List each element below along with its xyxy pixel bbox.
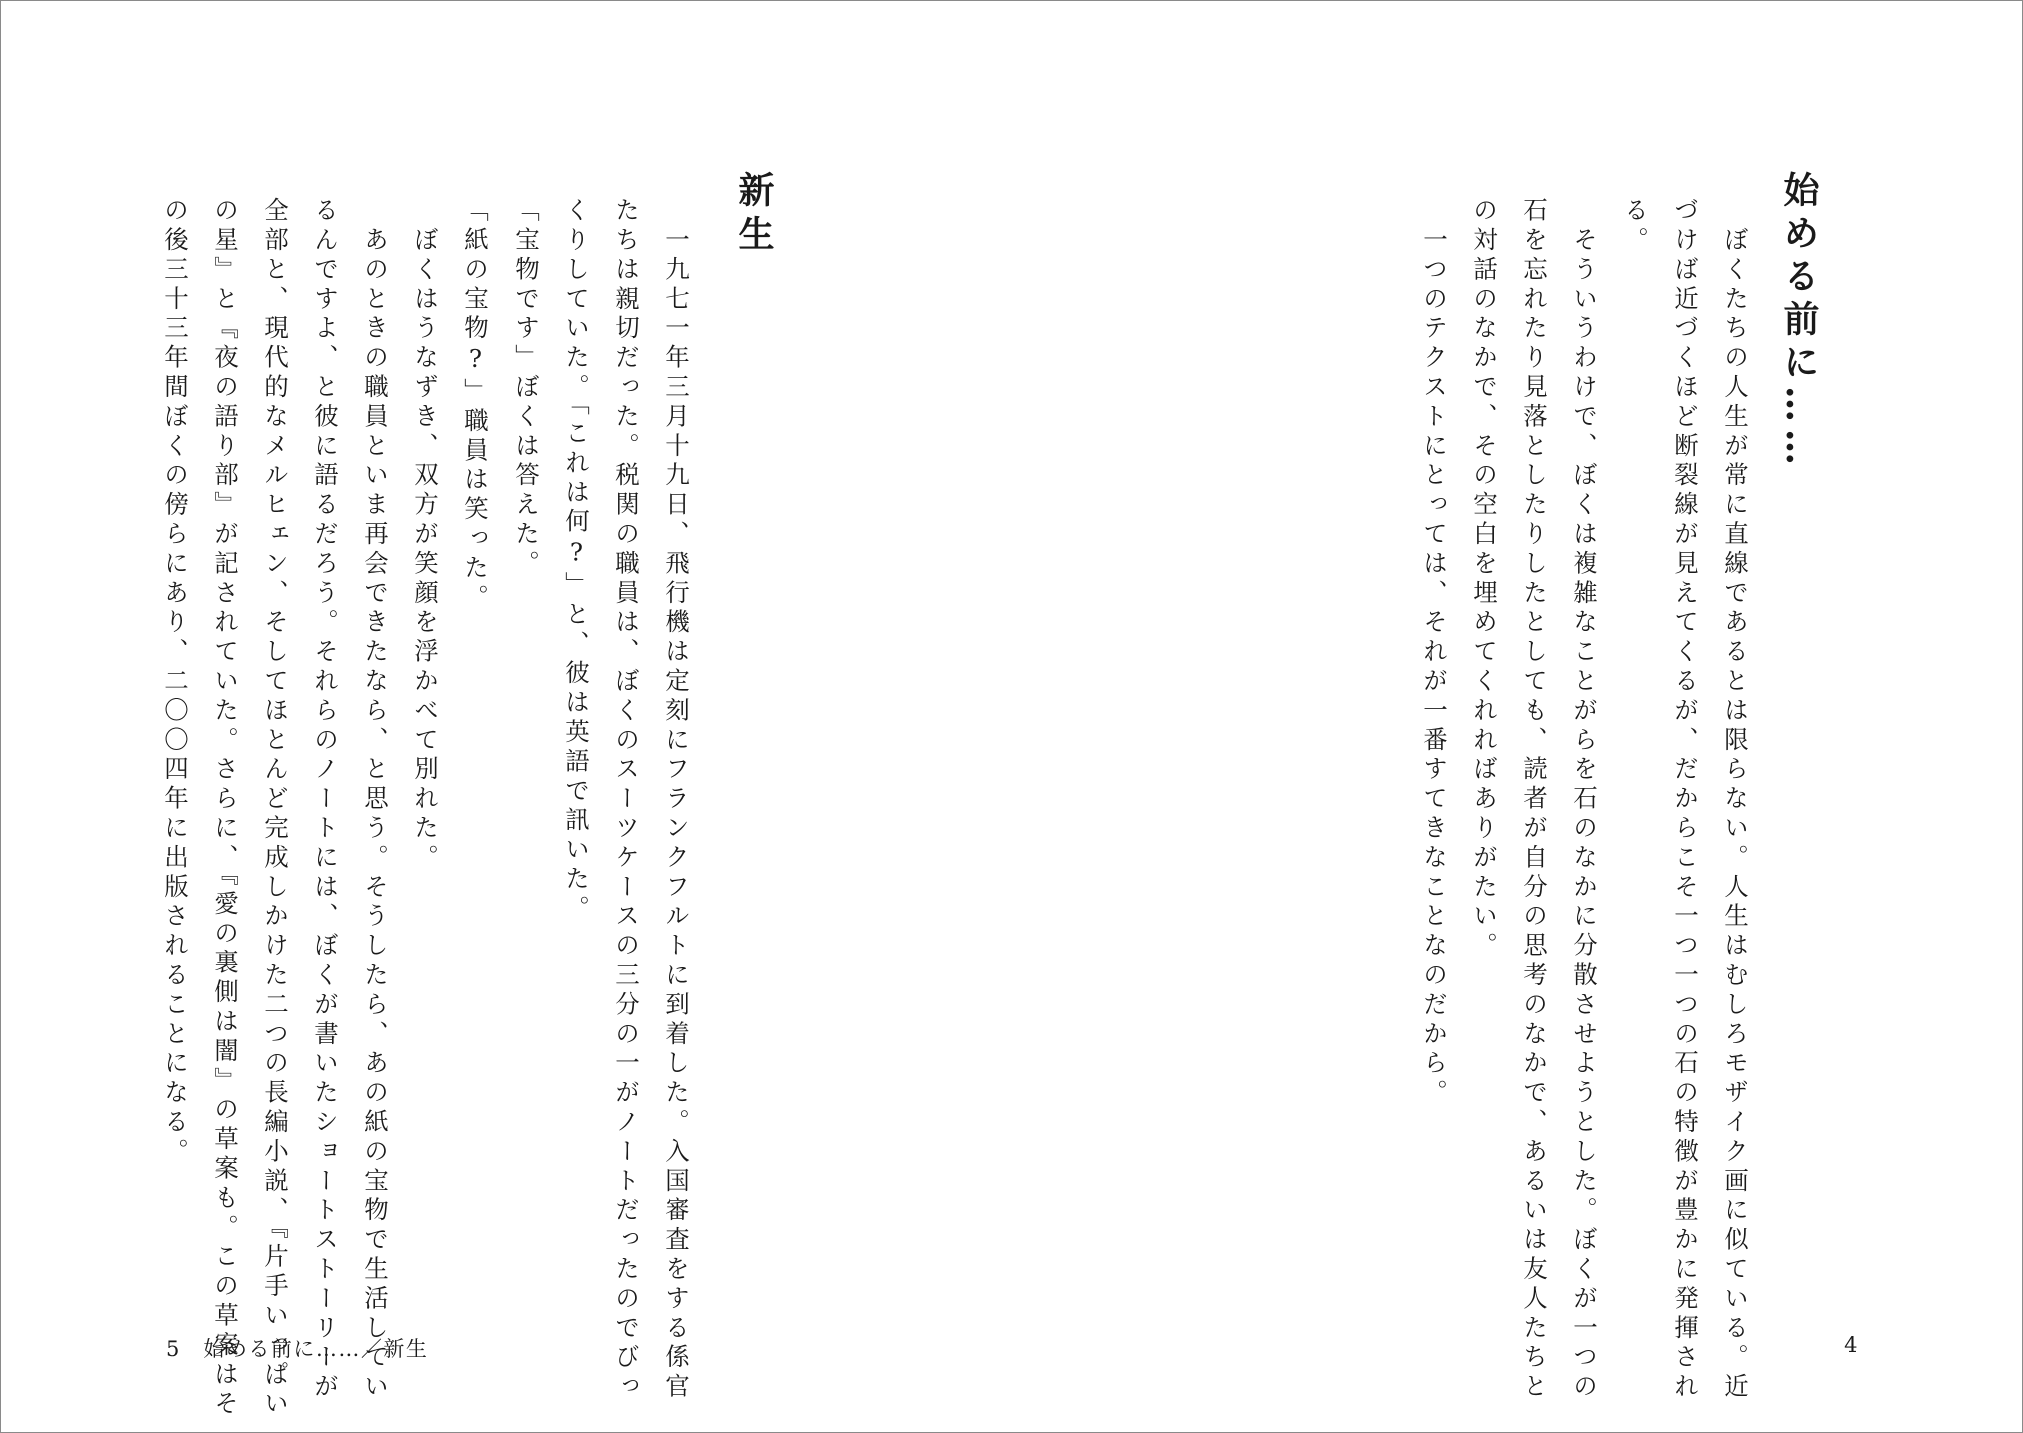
left-page-line-1: 一九七一年三月十九日、飛行機は定刻にフランクフルトに到着した。入国審査をする係官	[662, 197, 691, 1403]
right-page-line-1: ぼくたちの人生が常に直線であるとは限らない。人生はむしろモザイク画に似ている。近	[1721, 197, 1750, 1403]
left-page-line-5: 「紙の宝物?」職員は笑った。	[461, 197, 490, 614]
right-page-line-2: づけば近づくほど断裂線が見えてくるが、だからこそ一つ一つの石の特徴が豊かに発揮され	[1671, 197, 1700, 1403]
right-page-line-5: 石を忘れたり見落としたりしたとしても、読者が自分の思考のなかで、あるいは友人たちと	[1520, 197, 1549, 1403]
left-page-line-11: の後三十三年間ぼくの傍らにあり、二〇〇四年に出版されることになる。	[161, 197, 190, 1168]
left-page-line-4: 「宝物です」ぼくは答えた。	[512, 197, 541, 580]
right-page-line-4: そういうわけで、ぼくは複雑なことがらを石のなかに分散させようとした。ぼくが一つの	[1570, 197, 1599, 1403]
right-page-line-3: る。	[1621, 197, 1650, 256]
left-page-line-2: たちは親切だった。税関の職員は、ぼくのスーツケースの三分の一がノートだったのでびっ	[612, 197, 641, 1403]
left-page-line-3: くりしていた。「これは何?」と、彼は英語で訊いた。	[562, 197, 591, 925]
left-page-line-7: あのときの職員といま再会できたなら、と思う。そうしたら、あの紙の宝物で生活してい	[361, 197, 390, 1403]
left-page-running-footer: 5 始める前に……／新生	[166, 1337, 429, 1361]
right-page-line-7: 一つのテクストにとっては、それが一番すてきなことなのだから。	[1420, 197, 1449, 1109]
chapter-heading-rebirth: 新生	[733, 171, 775, 259]
left-page-line-6: ぼくはうなずき、双方が笑顔を浮かべて別れた。	[411, 197, 440, 874]
right-page-number: 4	[1844, 1333, 1859, 1357]
chapter-heading-before-starting: 始める前に……	[1778, 171, 1820, 472]
left-page-line-8: るんですよ、と彼に語るだろう。それらのノートには、ぼくが書いたショートストーリーが	[311, 197, 340, 1403]
right-page-line-6: の対話のなかで、その空白を埋めてくれればありがたい。	[1470, 197, 1499, 962]
left-page-line-9: 全部と、現代的なメルヒェン、そしてほとんど完成しかけた二つの長編小説、『片手いっぱい	[261, 197, 290, 1420]
left-page-line-10: の星』と『夜の語り部』が記されていた。さらに、『愛の裏側は闇』の草案も。この草案はそ	[211, 197, 240, 1420]
